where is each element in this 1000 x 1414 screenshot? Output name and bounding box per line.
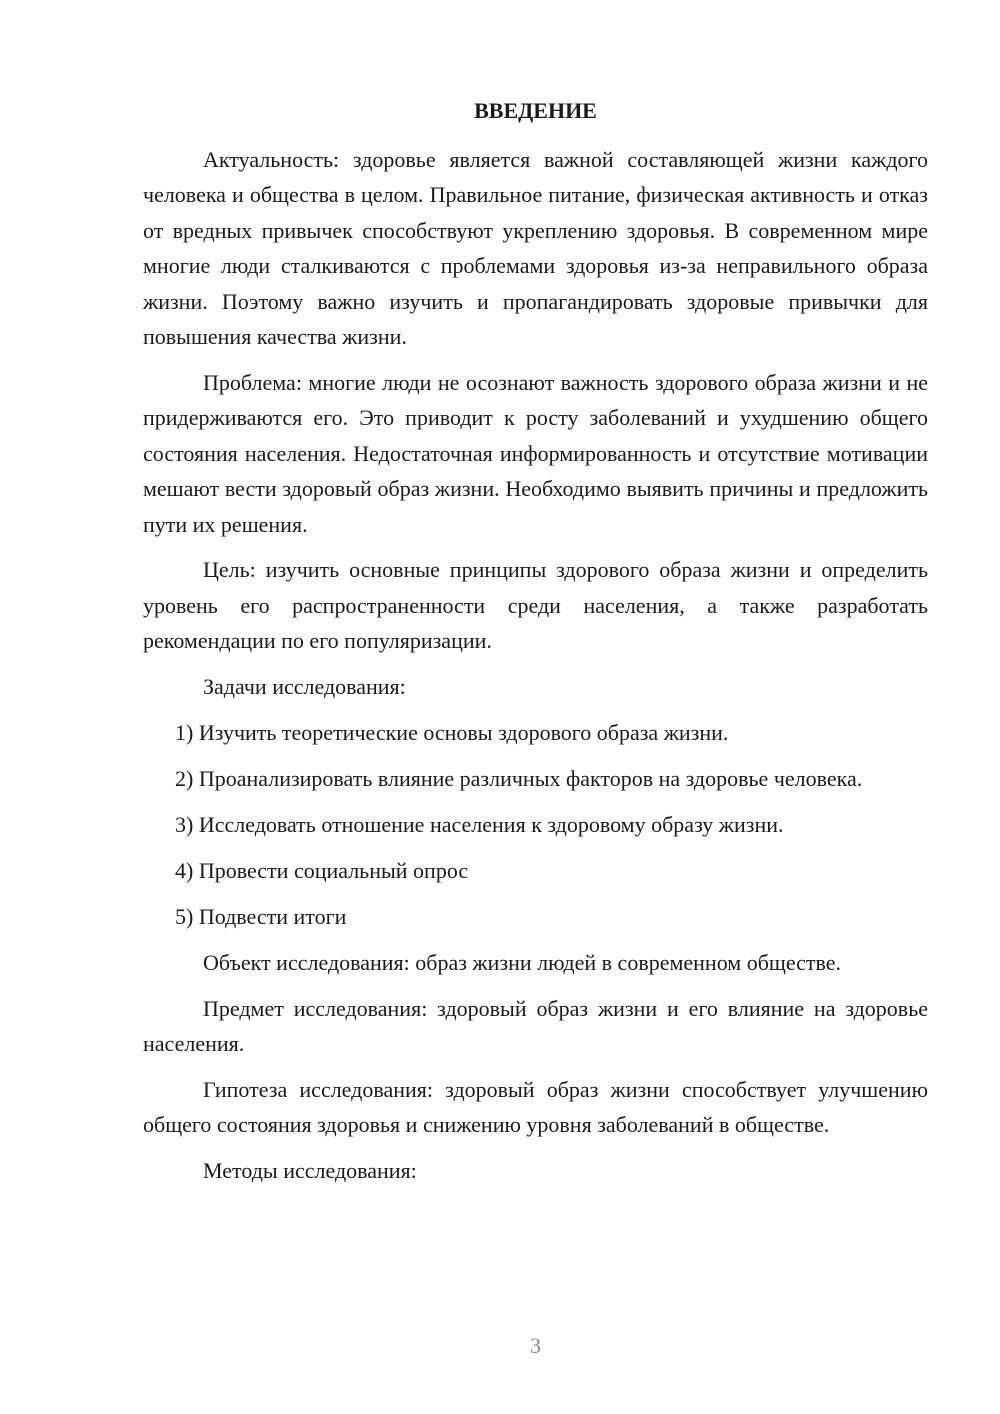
paragraph-goal: Цель: изучить основные принципы здорового образа жизни и определить уровень его распространенности среди населения, а также разработать рекомендации по его популяризации. <box>143 557 928 654</box>
methods-title: Методы исследования: <box>203 1158 417 1184</box>
task-item: 4) Провести социальный опрос <box>175 857 469 883</box>
paragraph-relevance: Актуальность: здоровье является важной составляющей жизни каждого человека и общества в целом. Правильное питание, физическая активность и отказ от вредных привычек способствуют укреплению здоровья. В современном мире многие люди сталкиваются с проблемами здоровья из-за неправильного образа жизни. Поэтому важно изучить и пропагандировать здоровые привычки для повышения качества жизни. <box>143 147 928 350</box>
task-item: 5) Подвести итоги <box>175 903 347 929</box>
task-item: 3) Исследовать отношение населения к здоровому образу жизни. <box>175 811 784 837</box>
task-item: 1) Изучить теоретические основы здорового образа жизни. <box>175 720 729 746</box>
tasks-title: Задачи исследования: <box>203 674 406 700</box>
paragraph-hypothesis: Гипотеза исследования: здоровый образ жизни способствует улучшению общего состояния здоровья и снижению уровня заболеваний в обществе. <box>143 1076 928 1138</box>
document-body <box>143 142 928 1199</box>
document-page <box>143 0 928 1414</box>
task-item: 2) Проанализировать влияние различных факторов на здоровье человека. <box>175 766 863 791</box>
page-number: 3 <box>530 1333 541 1358</box>
paragraph-problem: Проблема: многие люди не осознают важность здорового образа жизни и не придерживаются его. Это приводит к росту заболеваний и ухудшению общего состояния населения. Недостаточная информированность и отсутствие мотивации мешают вести здоровый образ жизни. Необходимо выявить причины и предложить пути их решения. <box>143 369 928 537</box>
paragraph-subject: Предмет исследования: здоровый образ жизни и его влияние на здоровье населения. <box>143 995 928 1056</box>
paragraph-object: Объект исследования: образ жизни людей в современном обществе. <box>203 949 842 975</box>
section-heading: ВВЕДЕНИЕ <box>474 98 597 123</box>
